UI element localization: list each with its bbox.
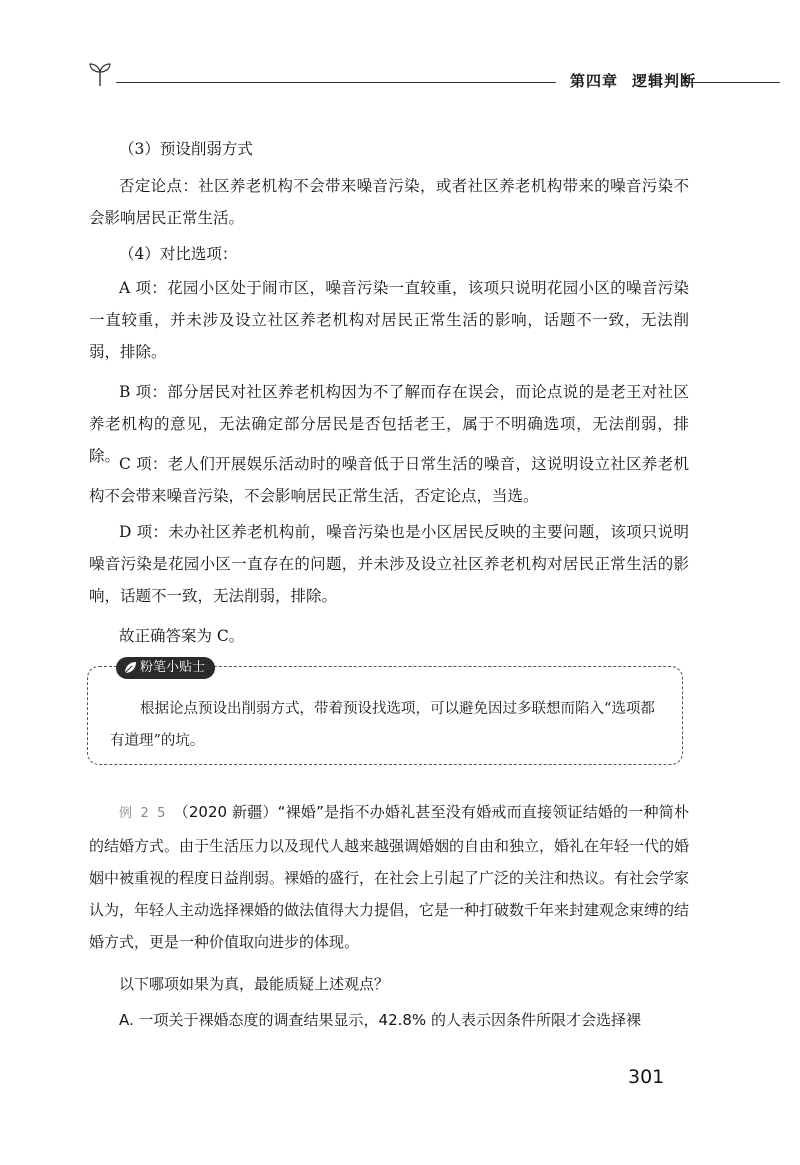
page-header xyxy=(86,58,706,98)
page-number: 301 xyxy=(628,1066,665,1088)
leaf-icon xyxy=(122,660,138,676)
header-rule-left xyxy=(116,82,556,83)
example-text: （2020 新疆）“裸婚”是指不办婚礼甚至没有婚戒而直接领证结婚的一种简朴的结婚方式。由于生活压力以及现代人越来越强调婚姻的自由和独立，婚礼在年轻一代的婚姻中被重视的程度日益削弱。裸婚的盛行，在社会上引起了广泛的关注和热议。有社会学家认为，年轻人主动选择裸婚的做法值得大力提倡，它是一种打破数千年来封建观念束缚的结婚方式，更是一种价值取向进步的体现。 xyxy=(89,803,690,951)
paragraph: 否定论点：社区养老机构不会带来噪音污染，或者社区养老机构带来的噪音污染不会影响居民正常生活。 xyxy=(89,177,689,227)
chapter-number: 第四章 xyxy=(570,72,619,90)
example-question xyxy=(89,796,689,958)
paragraph-option-a: A 项：花园小区处于闹市区，噪音污染一直较重，该项只说明花园小区的噪音污染一直较重，并未涉及设立社区养老机构对居民正常生活的影响，话题不一致，无法削弱，排除。 xyxy=(89,279,689,361)
tip-text: 根据论点预设出削弱方式，带着预设找选项，可以避免因过多联想而陷入“选项都有道理”的坑。 xyxy=(110,701,655,749)
paragraph-option-d: D 项：未办社区养老机构前，噪音污染也是小区居民反映的主要问题，该项只说明噪音污染是花园小区一直存在的问题，并未涉及设立社区养老机构对居民正常生活的影响，话题不一致，无法削弱，排除。 xyxy=(89,523,689,605)
example-label: 例 2 5 xyxy=(119,806,168,821)
section-heading: （3）预设削弱方式 xyxy=(119,140,253,158)
chapter-title: 逻辑判断 xyxy=(632,72,697,90)
tip-box xyxy=(87,660,683,765)
header-rule-right xyxy=(684,82,780,83)
question-prompt: 以下哪项如果为真，最能质疑上述观点？ xyxy=(119,975,390,993)
paragraph-option-c: C 项：老人们开展娱乐活动时的噪音低于日常生活的噪音，这说明设立社区养老机构不会带来噪音污染，不会影响居民正常生活，否定论点，当选。 xyxy=(89,455,689,505)
sprout-icon xyxy=(86,60,114,88)
option-a: A. 一项关于裸婚态度的调查结果显示，42.8% 的人表示因条件所限才会选择裸 xyxy=(119,1011,641,1029)
section-heading: （4）对比选项： xyxy=(119,245,238,263)
chapter-heading xyxy=(570,70,710,91)
answer-line: 故正确答案为 C。 xyxy=(119,627,245,645)
tip-badge xyxy=(116,657,215,679)
tip-badge-label: 粉笔小贴士 xyxy=(140,660,206,675)
paragraph-option-b: B 项：部分居民对社区养老机构因为不了解而存在误会，而论点说的是老王对社区养老机构的意见，无法确定部分居民是否包括老王，属于不明确选项，无法削弱，排除。 xyxy=(89,383,689,465)
